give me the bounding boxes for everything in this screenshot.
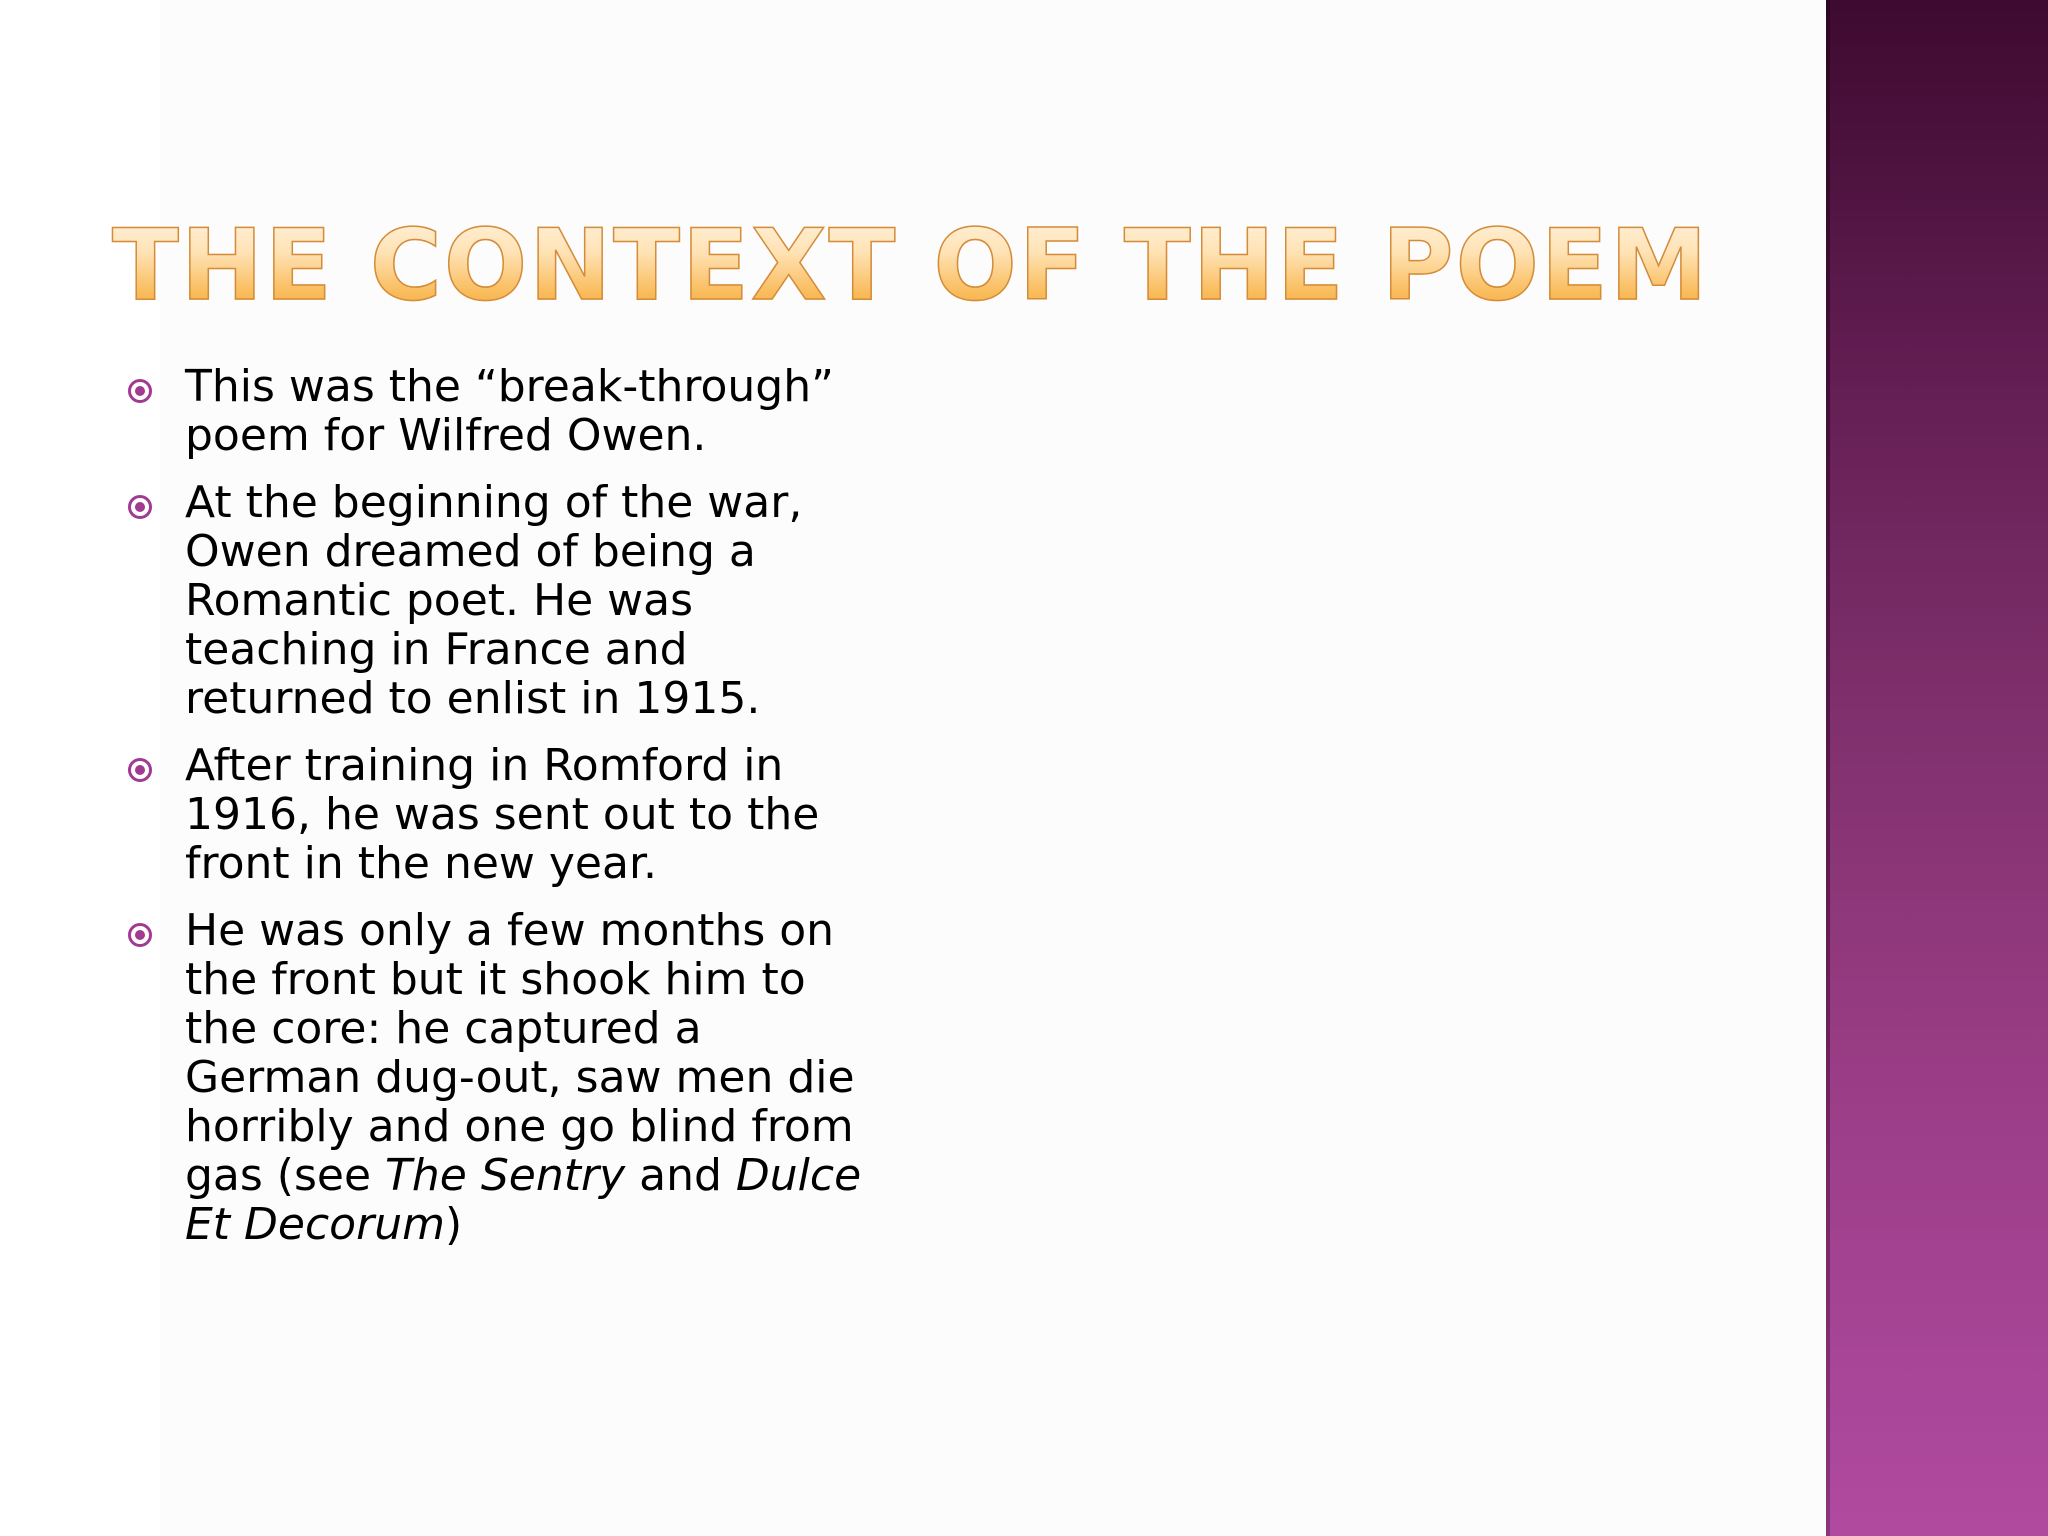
circled-dot-bullet-icon: [128, 495, 152, 519]
bullet-text-segment: He was only a few months on the front but it shook him to the core: he captured a German dug-out, saw men die horribly and one go blind from gas (see: [185, 905, 855, 1201]
bullet-item: [120, 478, 880, 723]
circled-dot-bullet-icon: [128, 379, 152, 403]
bullet-item: [120, 906, 880, 1249]
side-decorative-band: [1826, 0, 2048, 1536]
bullet-list: [120, 362, 880, 1267]
circled-dot-bullet-icon: [128, 758, 152, 782]
bullet-text-segment: ): [444, 1199, 463, 1250]
bullet-text-segment: This was the “break-through” poem for Wilfred Owen.: [185, 361, 834, 461]
bullet-text: [185, 478, 880, 723]
italic-title-text: The Sentry: [385, 1150, 626, 1201]
bullet-item: [120, 362, 880, 460]
bullet-text: [185, 906, 880, 1249]
italic-title-text: Dulce Et Decorum: [185, 1150, 862, 1250]
side-band-edge: [1826, 0, 1830, 1536]
bullet-text-segment: After training in Romford in 1916, he was sent out to the front in the new year.: [185, 740, 820, 889]
bullet-text: [185, 362, 880, 460]
bullet-text-segment: and: [625, 1150, 736, 1201]
slide-title: THE CONTEXT OF THE POEM: [112, 206, 1709, 326]
bullet-text-segment: At the beginning of the war, Owen dreamed of being a Romantic poet. He was teaching in France and returned to enlist in 1915.: [185, 477, 803, 724]
bullet-text: [185, 741, 880, 888]
bullet-item: [120, 741, 880, 888]
circled-dot-bullet-icon: [128, 923, 152, 947]
